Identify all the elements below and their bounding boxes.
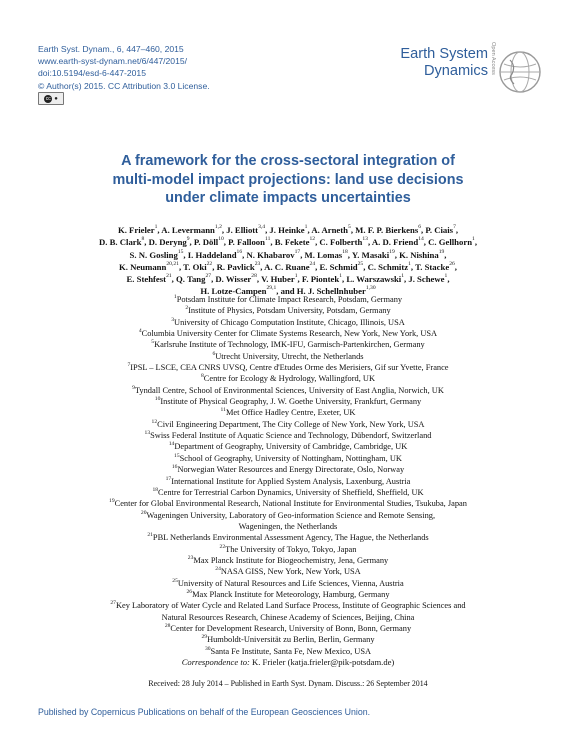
- affiliation-number: 16: [171, 464, 178, 471]
- license-text: © Author(s) 2015. CC Attribution 3.0 License.: [38, 80, 210, 91]
- cc-license-badge[interactable]: [38, 92, 64, 105]
- author-affiliation-number: 9: [186, 236, 190, 243]
- author-affiliation-number: 1,2: [214, 224, 222, 230]
- author-affiliation-number: 23: [254, 260, 261, 267]
- affiliation-text: Max Planck Institute for Biogeochemistry, Jena, Germany: [193, 555, 389, 565]
- affiliation-item: [50, 373, 526, 384]
- affiliation-text: Department of Geography, University of Cambridge, Cambridge, UK: [174, 442, 408, 452]
- received-dates: Received: 28 July 2014 – Published in Earth Syst. Dynam. Discuss.: 26 September 2014: [148, 679, 428, 688]
- affiliation-number: 10: [154, 396, 161, 403]
- author-line: K. Neumann$^{20,21}$, T. Oki$^{22}$, R. Pavlick$^{23}$, A. C. Ruane$^{24}$, E. Schmid$^{25}$, C. Schmitz$^1$, T. Stacke$^{26}$,: [119, 260, 457, 272]
- author-affiliation-number: 11: [264, 236, 271, 243]
- affiliation-number: 18: [152, 486, 159, 493]
- author-affiliation-number: 22: [206, 260, 213, 267]
- author-affiliation-number: 8: [141, 236, 145, 243]
- affiliation-text: Natural Resources Research, Chinese Academy of Sciences, Beijing, China: [161, 612, 415, 622]
- affiliation-number: 11: [220, 407, 226, 414]
- author-name: M. F. P. Bierkens: [355, 225, 419, 235]
- author-affiliation-number: 1: [154, 224, 158, 230]
- affiliation-number: 20: [140, 509, 147, 516]
- author-affiliation-number: 21: [166, 273, 172, 280]
- affiliation-item: [50, 555, 526, 566]
- affiliation-text: Utrecht University, Utrecht, the Netherlands: [215, 351, 364, 361]
- affiliation-number: 19: [109, 498, 115, 505]
- title-line: under climate impacts uncertainties: [165, 190, 411, 207]
- affiliation-number: 14: [168, 441, 175, 448]
- author-name: K. Neumann: [119, 261, 167, 272]
- affiliation-number: 8: [200, 373, 204, 380]
- affiliation-item: [50, 600, 526, 611]
- author-affiliation-number: 28: [251, 273, 257, 280]
- author-affiliation-number: 12: [309, 236, 316, 243]
- article-url[interactable]: www.earth-syst-dynam.net/6/447/2015/: [38, 56, 188, 67]
- author-name: T. Stacke: [415, 261, 450, 272]
- author-name: M. Lomas: [304, 249, 343, 260]
- author-name: A. Arneth: [311, 225, 349, 235]
- author-name: Y. Masaki: [351, 249, 390, 260]
- affiliation-text: Karlsruhe Institute of Technology, IMK-IFU, Garmisch-Partenkirchen, Germany: [154, 340, 425, 350]
- author-name: B. Fekete: [274, 237, 310, 248]
- affiliation-text: Tyndall Centre, School of Environmental Sciences, University of East Anglia, Norwich, UK: [134, 385, 444, 395]
- affiliation-item: [50, 498, 526, 509]
- author-affiliation-number: 24: [309, 260, 316, 267]
- author-name: L. Warszawski: [346, 274, 402, 285]
- affiliation-number: 21: [147, 532, 153, 539]
- author-affiliation-number: 5: [348, 224, 351, 230]
- author-affiliation-number: 1: [339, 273, 342, 280]
- affiliation-number: 28: [164, 622, 171, 629]
- journal-name-line1: Earth System: [400, 46, 488, 62]
- cc-icon: cc: [45, 95, 51, 102]
- affiliation-number: 27: [110, 600, 116, 607]
- article-header-info: [38, 43, 210, 92]
- affiliation-number: 6: [212, 350, 216, 357]
- author-affiliation-number: 17: [294, 248, 301, 255]
- affiliation-text: School of Geography, University of Nottingham, Nottingham, UK: [179, 453, 402, 463]
- affiliation-item: [50, 544, 526, 555]
- author-name: A. C. Ruane: [264, 261, 310, 272]
- affiliation-text: IPSL – LSCE, CEA CNRS UVSQ, Centre d'Etudes Orme des Merisiers, Gif sur Yvette, France: [130, 363, 449, 373]
- title-line: multi-model impact projections: land use decisions: [112, 171, 464, 188]
- title-line: A framework for the cross-sectoral integration of: [121, 153, 455, 169]
- affiliation-item: [50, 487, 526, 498]
- author-name: C. Schmitz: [367, 261, 409, 272]
- author-name: C. Folberth: [319, 237, 363, 248]
- author-affiliation-number: 20,21: [166, 260, 179, 267]
- author-line: H. Lotze-Campen$^{29,1}$, and H. J. Schellnhuber$^{1,30}$: [200, 285, 376, 297]
- author-affiliation-number: 1,30: [365, 285, 376, 292]
- author-name: R. Pavlick: [216, 261, 255, 272]
- affiliation-item: [50, 589, 526, 600]
- affiliation-text: Center for Development Research, University of Bonn, Bonn, Germany: [170, 623, 412, 633]
- affiliation-text: NASA GISS, New York, New York, USA: [220, 567, 361, 577]
- affiliation-text: Center for Global Environmental Research, National Institute for Environmental Studies, Tsukuba, Japan: [114, 499, 467, 509]
- affiliation-number: 15: [174, 452, 180, 459]
- author-name: D. Deryng: [148, 237, 187, 248]
- affiliation-item: [50, 510, 526, 521]
- author-line: D. B. Clark$^8$, D. Deryng$^9$, P. Döll$^{10}$, P. Falloon$^{11}$, B. Fekete$^{12}$, C. Folberth$^{13}$, A. D. Friend$^{14}$, C. Gellhorn$^1$,: [99, 236, 477, 248]
- author-name: K. Frieler: [117, 225, 155, 235]
- journal-name-line2: Dynamics: [423, 63, 488, 79]
- author-affiliation-number: 18: [342, 248, 348, 255]
- author-name: P. Falloon: [228, 237, 265, 248]
- affiliation-list: [50, 294, 526, 657]
- author-name: H. Lotze-Campen: [200, 286, 267, 297]
- author-affiliation-number: 7: [453, 224, 456, 230]
- author-name: E. Stehfest: [126, 274, 167, 285]
- affiliation-item: [50, 464, 526, 475]
- author-name: E. Schmid: [319, 261, 358, 272]
- author-name: A. D. Friend: [371, 237, 419, 248]
- author-affiliation-number: 1: [294, 273, 298, 280]
- affiliation-text: Wageningen, the Netherlands: [238, 521, 338, 531]
- affiliation-item: [50, 634, 526, 645]
- affiliation-text: Columbia University Center for Climate Systems Research, New York, New York, USA: [141, 329, 438, 339]
- affiliation-item: [50, 476, 526, 487]
- author-affiliation-number: 13: [362, 236, 368, 243]
- author-name: A. Levermann: [161, 225, 215, 235]
- affiliation-number: 30: [204, 645, 211, 652]
- affiliation-item: [50, 441, 526, 452]
- affiliation-item: [50, 317, 526, 328]
- journal-logo-globe-icon: [496, 48, 544, 96]
- author-name: V. Huber: [261, 274, 295, 285]
- author-affiliation-number: 1: [304, 224, 308, 230]
- affiliation-number: 22: [219, 543, 226, 550]
- publisher-footer: Published by Copernicus Publications on behalf of the European Geosciences Union.: [38, 707, 371, 717]
- affiliation-text: Norwegian Water Resources and Energy Directorate, Oslo, Norway: [177, 465, 405, 475]
- affiliation-text: Key Laboratory of Water Cycle and Related Land Surface Process, Institute of Geographic Sciences and: [115, 601, 466, 611]
- author-line: S. N. Gosling$^{15}$, I. Haddeland$^{16}$, N. Khabarov$^{17}$, M. Lomas$^{18}$, Y. Masaki$^{19}$, K. Nishina$^{19}$,: [129, 248, 447, 260]
- affiliation-item: [50, 351, 526, 362]
- author-name: J. Schewe: [408, 274, 445, 285]
- author-affiliation-number: 29,1: [266, 285, 277, 292]
- affiliation-number: 12: [151, 418, 158, 425]
- author-list: [60, 224, 516, 298]
- affiliation-number: 23: [187, 554, 194, 561]
- author-name: S. N. Gosling: [129, 249, 178, 260]
- author-affiliation-number: 1: [472, 236, 475, 243]
- affiliation-text: Centre for Terrestrial Carbon Dynamics, University of Sheffield, Sheffield, UK: [158, 487, 424, 497]
- affiliation-text: Potsdam Institute for Climate Impact Research, Potsdam, Germany: [176, 295, 403, 304]
- affiliation-text: Met Office Hadley Centre, Exeter, UK: [225, 408, 356, 418]
- affiliation-number: 5: [151, 339, 155, 346]
- affiliation-text: University of Natural Resources and Life Sciences, Vienna, Austria: [177, 578, 404, 588]
- author-affiliation-number: 10: [218, 236, 224, 243]
- affiliation-number: 2: [185, 305, 189, 312]
- author-name: D. B. Clark: [99, 237, 142, 248]
- affiliation-item: [50, 623, 526, 634]
- author-line: K. Frieler$^1$, A. Levermann$^{1,2}$, J. Elliott$^{3,4}$, J. Heinke$^1$, A. Arneth$^5$, M. F. P. Bierkens$^6$, P. Ciais$^7$,: [117, 224, 459, 235]
- author-name: K. Nishina: [399, 249, 439, 260]
- affiliation-item: [50, 612, 526, 623]
- affiliation-item: [50, 385, 526, 396]
- affiliation-text: Max Planck Institute for Meteorology, Hamburg, Germany: [192, 589, 390, 599]
- affiliation-number: 24: [215, 566, 221, 573]
- author-affiliation-number: 14: [418, 236, 424, 243]
- author-name: and H. J. Schellnhuber: [280, 286, 366, 297]
- affiliation-item: [50, 305, 526, 316]
- affiliation-item: [50, 566, 526, 577]
- author-name: P. Döll: [193, 237, 219, 248]
- author-affiliation-number: 16: [236, 248, 243, 255]
- affiliation-text: Centre for Ecology & Hydrology, Wallingford, UK: [203, 374, 375, 384]
- affiliation-item: [50, 419, 526, 430]
- affiliation-number: 4: [138, 328, 142, 335]
- affiliation-number: 29: [201, 634, 208, 641]
- correspondence: [50, 657, 526, 667]
- affiliation-number: 7: [127, 362, 131, 369]
- doi[interactable]: doi:10.5194/esd-6-447-2015: [38, 68, 146, 79]
- affiliation-text: Institute of Physical Geography, J. W. Goethe University, Frankfurt, Germany: [160, 397, 422, 407]
- author-affiliation-number: 3,4: [258, 224, 266, 230]
- affiliation-number: 13: [144, 430, 151, 437]
- affiliation-text: Wageningen University, Laboratory of Geo-information Science and Remote Sensing,: [146, 510, 436, 520]
- article-title: [40, 152, 536, 208]
- author-affiliation-number: 1: [444, 273, 448, 280]
- affiliation-item: [50, 294, 526, 305]
- affiliation-item: [50, 453, 526, 464]
- affiliation-item: [50, 521, 526, 532]
- affiliation-text: The University of Tokyo, Tokyo, Japan: [225, 544, 357, 554]
- affiliation-item: [50, 339, 526, 350]
- affiliation-item: [50, 430, 526, 441]
- affiliation-item: [50, 532, 526, 543]
- author-affiliation-number: 15: [177, 248, 184, 255]
- author-affiliation-number: 1: [408, 260, 411, 267]
- affiliation-text: Humboldt-Universität zu Berlin, Berlin, Germany: [207, 635, 375, 645]
- affiliation-text: PBL Netherlands Environmental Assessment Agency, The Hague, the Netherlands: [152, 533, 429, 543]
- author-affiliation-number: 25: [357, 260, 364, 267]
- open-access-label: Open Access: [490, 42, 496, 75]
- affiliation-item: [50, 328, 526, 339]
- correspondence-text[interactable]: K. Frieler (katja.frieler@pik-potsdam.de): [252, 657, 395, 667]
- by-icon: ●: [54, 95, 58, 102]
- author-affiliation-number: 19: [389, 248, 395, 255]
- author-name: T. Oki: [183, 261, 207, 272]
- affiliation-number: 25: [172, 577, 178, 584]
- author-name: I. Haddeland: [187, 249, 237, 260]
- author-name: Q. Tang: [176, 274, 206, 285]
- affiliation-number: 17: [165, 475, 172, 482]
- correspondence-label: Correspondence to:: [181, 657, 250, 667]
- affiliation-number: 1: [173, 294, 177, 300]
- affiliation-text: Institute of Physics, Potsdam University, Potsdam, Germany: [188, 306, 391, 316]
- author-name: J. Elliott: [226, 225, 259, 235]
- author-line: E. Stehfest$^{21}$, Q. Tang$^{27}$, D. Wisser$^{28}$, V. Huber$^1$, F. Piontek$^1$, L. Warszawski$^1$, J. Schewe$^1$,: [126, 273, 450, 285]
- journal-name: [400, 46, 488, 80]
- author-affiliation-number: 19: [438, 248, 445, 255]
- author-name: P. Ciais: [425, 225, 454, 235]
- author-affiliation-number: 26: [449, 260, 455, 267]
- affiliation-item: [50, 396, 526, 407]
- author-name: F. Piontek: [301, 274, 340, 285]
- affiliation-number: 9: [132, 384, 135, 391]
- affiliation-item: [50, 646, 526, 657]
- author-affiliation-number: 27: [205, 273, 212, 280]
- affiliation-item: [50, 407, 526, 418]
- affiliation-item: [50, 362, 526, 373]
- author-name: J. Heinke: [269, 225, 305, 235]
- affiliation-number: 26: [186, 588, 193, 595]
- affiliation-text: Civil Engineering Department, The City College of New York, New York, USA: [157, 419, 425, 429]
- affiliation-number: 3: [171, 316, 175, 323]
- citation: Earth Syst. Dynam., 6, 447–460, 2015: [38, 44, 184, 54]
- affiliation-text: University of Chicago Computation Institute, Chicago, Illinois, USA: [174, 317, 405, 327]
- affiliation-text: International Institute for Applied System Analysis, Laxenburg, Austria: [171, 476, 411, 486]
- affiliation-text: Swiss Federal Institute of Aquatic Science and Technology, Dübendorf, Switzerland: [150, 431, 432, 441]
- author-affiliation-number: 6: [418, 224, 422, 230]
- affiliation-text: Santa Fe Institute, Santa Fe, New Mexico, USA: [210, 646, 372, 656]
- affiliation-item: [50, 578, 526, 589]
- author-name: D. Wisser: [215, 274, 252, 285]
- author-name: C. Gellhorn: [428, 237, 473, 248]
- author-affiliation-number: 1: [401, 273, 404, 280]
- author-name: N. Khabarov: [246, 249, 295, 260]
